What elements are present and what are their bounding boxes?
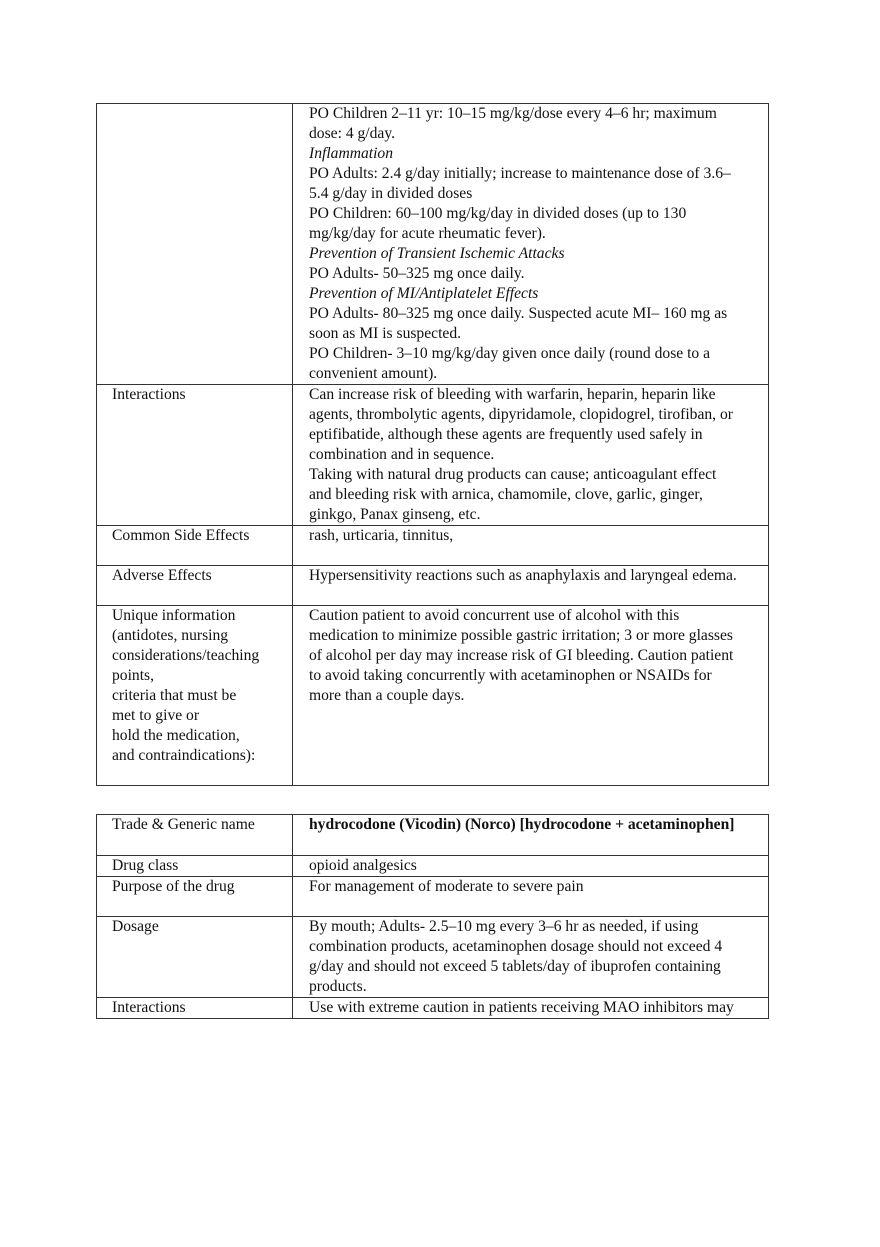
class-label: Drug class bbox=[97, 856, 293, 877]
aspirin-drug-table bbox=[96, 103, 769, 786]
text-line: products. bbox=[309, 978, 367, 995]
interactions-value bbox=[293, 385, 769, 526]
purpose-label: Purpose of the drug bbox=[97, 877, 293, 917]
dosage-row bbox=[97, 104, 769, 385]
text-line: g/day and should not exceed 5 tablets/day of ibuprofen containing bbox=[309, 958, 721, 975]
dosage-subheading: Prevention of MI/Antiplatelet Effects bbox=[309, 285, 539, 302]
text-line: criteria that must be bbox=[112, 687, 237, 704]
text-line: By mouth; Adults- 2.5–10 mg every 3–6 hr as needed, if using bbox=[309, 918, 699, 935]
unique-info-row bbox=[97, 606, 769, 786]
interactions-label: Interactions bbox=[97, 385, 293, 526]
hydrocodone-drug-table bbox=[96, 814, 769, 1019]
dosage-line: PO Adults- 80–325 mg once daily. Suspected acute MI– 160 mg as bbox=[309, 305, 728, 322]
unique-info-label bbox=[97, 606, 293, 786]
purpose-row bbox=[97, 877, 769, 917]
dosage-subheading: Prevention of Transient Ischemic Attacks bbox=[309, 245, 565, 262]
side-effects-label: Common Side Effects bbox=[97, 526, 293, 566]
text-line: of alcohol per day may increase risk of GI bleeding. Caution patient bbox=[309, 647, 734, 664]
text-line: to avoid taking concurrently with acetaminophen or NSAIDs for bbox=[309, 667, 712, 684]
text-line: Taking with natural drug products can cause; anticoagulant effect bbox=[309, 466, 717, 483]
dosage2-value bbox=[293, 917, 769, 998]
interactions2-value: Use with extreme caution in patients receiving MAO inhibitors may bbox=[293, 998, 769, 1019]
text-line: medication to minimize possible gastric irritation; 3 or more glasses bbox=[309, 627, 733, 644]
dosage-line: PO Adults- 50–325 mg once daily. bbox=[309, 265, 525, 282]
text-line: more than a couple days. bbox=[309, 687, 465, 704]
text-line: hold the medication, bbox=[112, 727, 240, 744]
text-line: agents, thrombolytic agents, dipyridamole, clopidogrel, tirofiban, or bbox=[309, 406, 733, 423]
adverse-effects-row bbox=[97, 566, 769, 606]
adverse-effects-value: Hypersensitivity reactions such as anaphylaxis and laryngeal edema. bbox=[293, 566, 769, 606]
dosage-line: PO Children: 60–100 mg/kg/day in divided doses (up to 130 bbox=[309, 205, 687, 222]
text-line: Can increase risk of bleeding with warfarin, heparin, heparin like bbox=[309, 386, 716, 403]
text-line: and contraindications): bbox=[112, 747, 256, 764]
interactions-row bbox=[97, 385, 769, 526]
unique-info-value bbox=[293, 606, 769, 786]
text-line: considerations/teaching bbox=[112, 647, 260, 664]
class-value: opioid analgesics bbox=[293, 856, 769, 877]
class-row bbox=[97, 856, 769, 877]
dosage-line: soon as MI is suspected. bbox=[309, 325, 462, 342]
name-value: hydrocodone (Vicodin) (Norco) [hydrocodone + acetaminophen] bbox=[293, 815, 769, 856]
dosage-value-cell bbox=[293, 104, 769, 385]
text-line: Caution patient to avoid concurrent use of alcohol with this bbox=[309, 607, 680, 624]
dosage-label-cell bbox=[97, 104, 293, 385]
dosage2-row bbox=[97, 917, 769, 998]
name-label: Trade & Generic name bbox=[97, 815, 293, 856]
text-line: Unique information bbox=[112, 607, 236, 624]
text-line: ginkgo, Panax ginseng, etc. bbox=[309, 506, 481, 523]
dosage-subheading: Inflammation bbox=[309, 145, 394, 162]
text-line: (antidotes, nursing bbox=[112, 627, 229, 644]
dosage-line: PO Children 2–11 yr: 10–15 mg/kg/dose every 4–6 hr; maximum bbox=[309, 105, 717, 122]
adverse-effects-label: Adverse Effects bbox=[97, 566, 293, 606]
text-line: combination products, acetaminophen dosage should not exceed 4 bbox=[309, 938, 723, 955]
interactions2-label: Interactions bbox=[97, 998, 293, 1019]
side-effects-value: rash, urticaria, tinnitus, bbox=[293, 526, 769, 566]
dosage-line: 5.4 g/day in divided doses bbox=[309, 185, 473, 202]
text-line: met to give or bbox=[112, 707, 200, 724]
name-row bbox=[97, 815, 769, 856]
dosage2-label: Dosage bbox=[97, 917, 293, 998]
purpose-value: For management of moderate to severe pain bbox=[293, 877, 769, 917]
interactions2-row bbox=[97, 998, 769, 1019]
text-line: and bleeding risk with arnica, chamomile, clove, garlic, ginger, bbox=[309, 486, 703, 503]
dosage-line: dose: 4 g/day. bbox=[309, 125, 396, 142]
dosage-line: convenient amount). bbox=[309, 365, 438, 382]
dosage-line: PO Children- 3–10 mg/kg/day given once daily (round dose to a bbox=[309, 345, 711, 362]
text-line: eptifibatide, although these agents are frequently used safely in bbox=[309, 426, 703, 443]
text-line: points, bbox=[112, 667, 155, 684]
text-line: combination and in sequence. bbox=[309, 446, 495, 463]
side-effects-row bbox=[97, 526, 769, 566]
dosage-line: mg/kg/day for acute rheumatic fever). bbox=[309, 225, 546, 242]
dosage-line: PO Adults: 2.4 g/day initially; increase to maintenance dose of 3.6– bbox=[309, 165, 731, 182]
